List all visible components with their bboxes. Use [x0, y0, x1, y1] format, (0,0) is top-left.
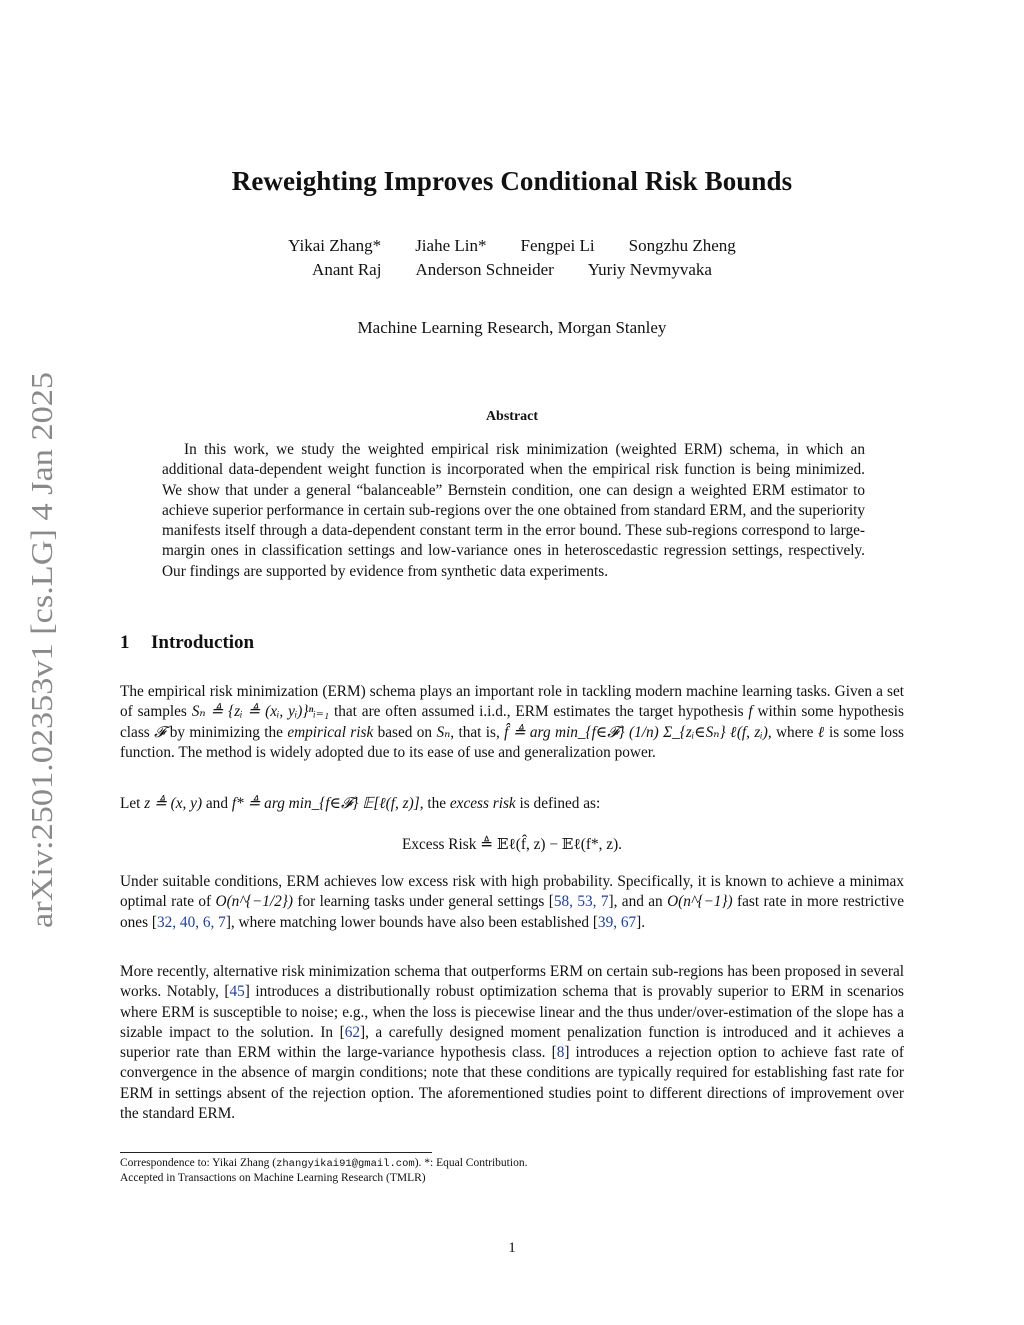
footnote-accepted: Accepted in Transactions on Machine Learning Research (TMLR) — [120, 1172, 426, 1184]
author-name: Jiahe Lin* — [415, 236, 487, 255]
citation-link[interactable]: 32, 40, 6, 7 — [156, 913, 226, 931]
math-inline: Sₙ ≜ {zᵢ ≜ (xᵢ, yᵢ)}ⁿᵢ₌₁ — [191, 703, 330, 721]
text-run: and — [202, 795, 232, 812]
arxiv-stamp-text: arXiv:2501.02353v1 [cs.LG] 4 Jan 2025 — [24, 425, 59, 928]
abstract-heading: Abstract — [485, 409, 539, 424]
math-inline: f — [748, 703, 753, 721]
paragraph — [120, 794, 904, 814]
author-name: Fengpei Li — [520, 236, 595, 255]
text-run: , where — [767, 723, 818, 741]
math-inline: f* ≜ arg min_{f∈𝓕} 𝔼[ℓ(f, z)] — [231, 795, 420, 812]
math-inline: O(n^{−1}) — [667, 893, 733, 911]
author-name: Songzhu Zheng — [628, 236, 736, 255]
section-heading — [120, 632, 254, 654]
math-inline: Sₙ — [436, 723, 451, 741]
math-inline: O(n^{−1/2}) — [215, 893, 293, 911]
citation-link[interactable]: 58, 53, 7 — [553, 893, 609, 911]
author-name: Anderson Schneider — [415, 260, 554, 279]
author-name: Anant Raj — [312, 260, 382, 279]
text-run: ). *: Equal Contribution. — [414, 1157, 528, 1169]
citation-link[interactable]: 8 — [556, 1044, 565, 1062]
author-list-row-1 — [0, 236, 1024, 256]
author-name: Yuriy Nevmyvaka — [587, 260, 712, 279]
citation-link[interactable]: 39, 67 — [597, 913, 637, 931]
text-run: within some hypothesis class — [120, 703, 905, 741]
math-inline: z ≜ (x, y) — [144, 795, 203, 812]
page-number: 1 — [508, 1240, 516, 1256]
text-run: by minimizing the — [165, 723, 288, 741]
text-run: ] introduces a rejection option to achieve fast rate of convergence in the absence of margin conditions; note that these conditions are typically required for establishing fast rate for ERM in settings absent of the rejection option. The aforementioned studies point to different directions of improvement over the standard ERM. — [120, 1044, 904, 1123]
text-run: for learning tasks under general settings [ — [292, 893, 554, 911]
text-run: that are often assumed i.i.d., ERM estimates the target hypothesis — [329, 703, 749, 721]
section-title: Introduction — [151, 632, 255, 653]
author-list-row-2 — [0, 260, 1024, 280]
affiliation: Machine Learning Research, Morgan Stanley — [357, 318, 667, 337]
citation-link[interactable]: 62 — [344, 1023, 360, 1041]
text-run: More recently, alternative risk minimization schema that outperforms ERM on certain sub-regions has been proposed in several works. Notably, [ — [120, 963, 904, 1001]
section-number: 1 — [120, 632, 130, 653]
text-run: ]. — [636, 913, 646, 931]
text-run: fast rate in more restrictive ones [ — [120, 893, 904, 931]
text-run: is some loss function. The method is widely adopted due to its ease of use and generalization power. — [120, 723, 904, 761]
text-run: ] introduces a distributionally robust optimization schema that is provably superior to ERM in scenarios where ERM is susceptible to noise; e.g., when the loss is piecewise linear and the thus under/over-estimation of the slope has a sizable impact to the solution. In [ — [120, 983, 904, 1041]
text-run: based on — [373, 723, 437, 741]
author-name: Yikai Zhang* — [288, 236, 382, 255]
math-inline: ℓ — [817, 723, 825, 741]
text-run: Let — [120, 795, 145, 812]
paragraph — [120, 962, 904, 1124]
math-inline: f̂ ≜ arg min_{f∈𝓕} (1/n) Σ_{zᵢ∈Sₙ} ℓ(f, zᵢ) — [504, 723, 768, 741]
text-run: is defined as: — [515, 795, 601, 812]
text-run: The empirical risk minimization (ERM) schema plays an important role in tackling modern machine learning tasks. Given a set of samples — [120, 683, 904, 721]
math-inline: 𝓕 — [154, 723, 166, 741]
text-run: ], and an — [608, 893, 668, 911]
abstract-text: In this work, we study the weighted empirical risk minimization (weighted ERM) schema, in which an additional data-dependent weight function is incorporated when the empirical risk function is being minimized. We show that under a general “balanceable” Bernstein condition, one can design a weighted ERM estimator to achieve superior performance in certain sub-regions over the one obtained from standard ERM, and the superiority manifests itself through a data-dependent constant term in the error bound. These sub-regions correspond to large-margin ones in classification settings and low-variance ones in heteroscedastic regression settings, respectively. Our findings are supported by evidence from synthetic data experiments. — [162, 441, 865, 580]
paragraph — [120, 872, 904, 933]
email-address[interactable]: zhangyikai91@gmail.com — [276, 1158, 415, 1170]
footnote-correspondence — [120, 1156, 527, 1171]
emphasis: empirical risk — [287, 723, 374, 741]
text-run: Correspondence to: Yikai Zhang ( — [120, 1157, 277, 1169]
text-run: ], a carefully designed moment penalization function is introduced and it achieves a superior rate than ERM within the large-variance hypothesis class. [ — [120, 1023, 905, 1062]
paper-title: Reweighting Improves Conditional Risk Bounds — [231, 166, 793, 196]
display-equation: Excess Risk ≜ 𝔼ℓ(f̂, z) − 𝔼ℓ(f*, z). — [402, 836, 622, 853]
citation-link[interactable]: 45 — [229, 983, 245, 1001]
paragraph — [120, 682, 904, 763]
emphasis: excess risk — [449, 795, 516, 812]
text-run: , the — [419, 795, 450, 812]
text-run: ], where matching lower bounds have also been established [ — [225, 913, 598, 931]
text-run: , that is, — [450, 723, 505, 741]
text-run: Under suitable conditions, ERM achieves low excess risk with high probability. Specifically, it is known to achieve a minimax optimal rate of — [120, 873, 904, 911]
footnote-divider — [120, 1152, 432, 1153]
